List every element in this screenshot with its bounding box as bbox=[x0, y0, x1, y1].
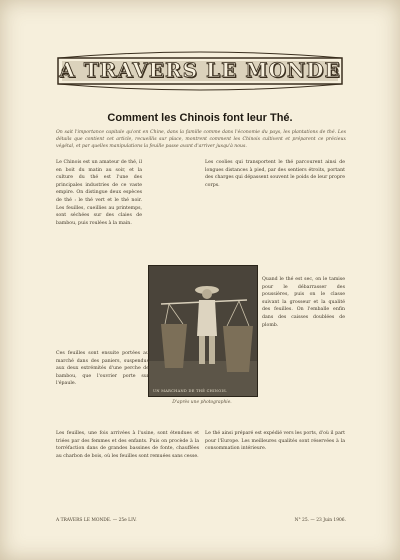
photo-tea-merchant bbox=[148, 265, 258, 397]
article-body-left-bottom: Les feuilles, une fois arrivées à l'usine, sont étendues et triées par des femmes et des enfants. Puis on procède à la torréfaction dans de grandes bassines de fonte, chauffées au charbon de bois, où les feuilles sont remuées sans cesse. bbox=[56, 431, 199, 459]
article-title: Comment les Chinois font leur Thé. bbox=[107, 112, 293, 124]
article-body-right-3: Le thé ainsi préparé est expédié vers les ports, d'où il part pour l'Europe. Les meilleures qualités sont réservées à la consommation intérieure. bbox=[205, 431, 345, 452]
masthead bbox=[52, 48, 348, 94]
footer-right: N° 25. — 23 Juin 1906. bbox=[294, 518, 346, 523]
page-footer bbox=[56, 518, 346, 526]
footer-left: A TRAVERS LE MONDE. — 25e LIV. bbox=[56, 518, 137, 523]
article-body-left: Le Chinois est un amateur de thé, il en boit du matin au soir, et la culture du thé est l'une des principales industries de ce vaste empire. On distingue deux espèces de thé : le thé vert et le thé noir. Les feuilles, cueillies au printemps, sont séchées sur des claies de bambou, puis roulées à la main. bbox=[56, 160, 142, 226]
tea-porter-illustration-icon bbox=[149, 266, 257, 396]
article-body-left-lower: Ces feuilles sont ensuite portées au marché dans des paniers, suspendus aux deux extrémités d'une perche de bambou, que l'ouvrier porte sur l'épaule. bbox=[56, 351, 149, 387]
photo-caption: UN MARCHAND DE THÉ CHINOIS. bbox=[153, 389, 228, 393]
article-lead: On sait l'importance capitale qu'ont en Chine, dans la famille comme dans l'économie du pays, les plantations de thé. Les détails que contient cet article, recueillis sur place, montrent comment les Chinois cultivent et préparent ce précieux végétal, et par quelles manipulations la feuille passe avant d'arriver jusqu'à nous. bbox=[56, 130, 346, 149]
article-body-right-2: Quand le thé est sec, on le tamise pour le débarrasser des poussières, puis on le classe suivant la grosseur et la qualité des feuilles. On l'emballe enfin dans des caisses doublées de plomb. bbox=[262, 277, 345, 328]
masthead-title: A TRAVERS LE MONDE bbox=[59, 58, 341, 82]
article-body-right: Les coolies qui transportent le thé parcourent ainsi de longues distances à pied, par des sentiers étroits, portant des charges qui dépassent souvent le poids de leur propre corps. bbox=[205, 160, 345, 188]
photo-credit: D'après une photographie. bbox=[172, 400, 232, 405]
